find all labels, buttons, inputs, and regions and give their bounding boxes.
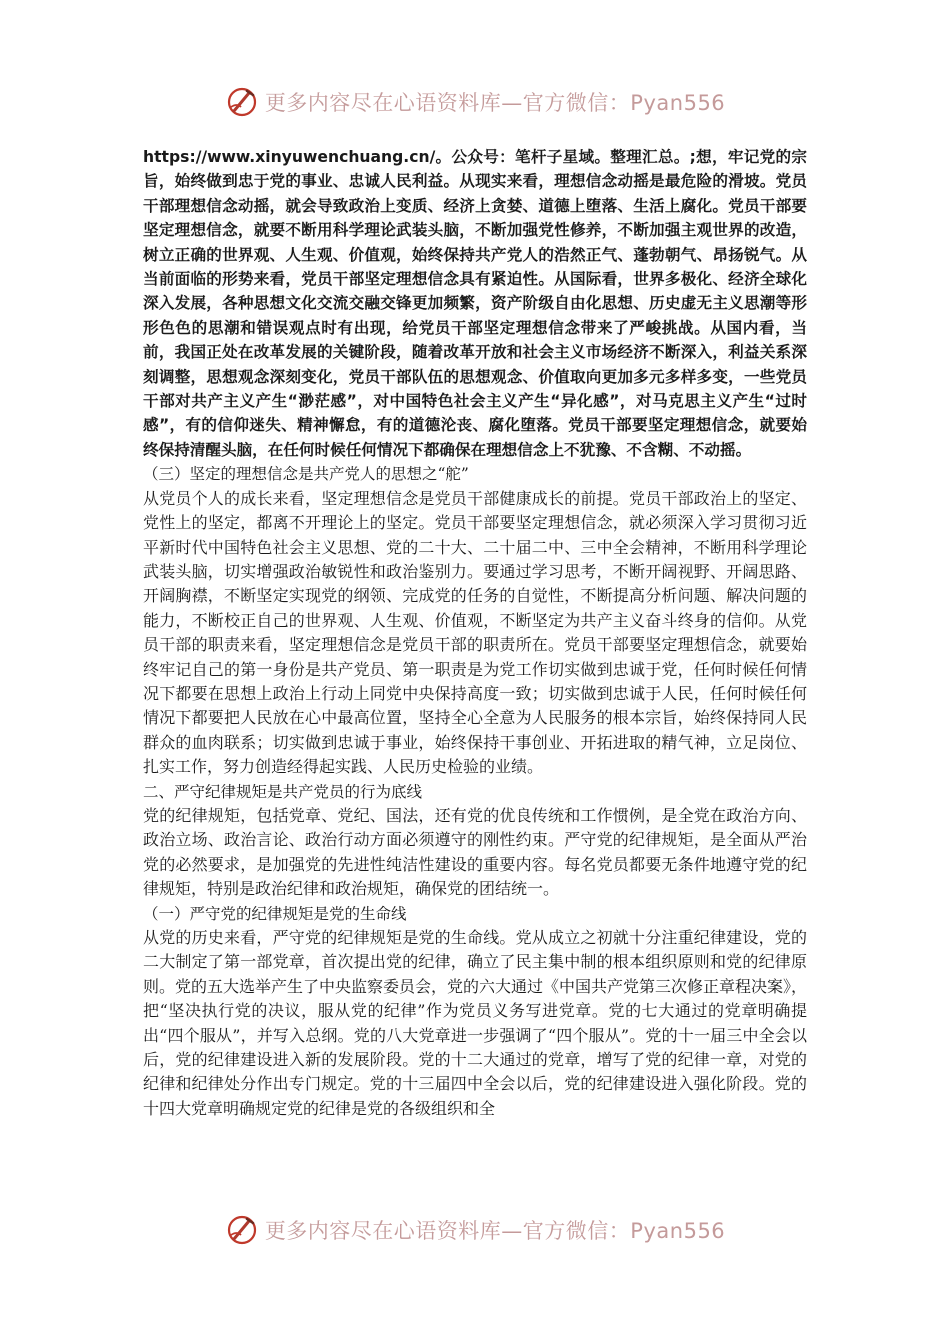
section-heading-3: （三）坚定的理想信念是共产党人的思想之“舵” bbox=[143, 465, 469, 484]
header-banner bbox=[0, 80, 950, 124]
section-heading-two: 二、严守纪律规矩是共产党员的行为底线 bbox=[143, 782, 423, 801]
document-body bbox=[143, 145, 807, 1121]
pen-circle-logo-icon bbox=[225, 85, 259, 119]
paragraph-2: 从党员个人的成长来看，坚定理想信念是党员干部健康成长的前提。党员干部政治上的坚定、党性上的坚定，都离不开理论上的坚定。党员干部要坚定理想信念，就必须深入学习贯彻习近平新时代中国特色社会主义思想、党的二十大、二十届二中、三中全会精神，不断用科学理论武装头脑，切实增强政治敏锐性和政治鉴别力。要通过学习思考，不断开阔视野、开阔思路、开阔胸襟，不断坚定实现党的纲领、完成党的任务的自觉性，不断提高分析问题、解决问题的能力，不断校正自己的世界观、人生观、价值观，不断坚定为共产主义奋斗终身的信仰。从党员干部的职责来看，坚定理想信念是党员干部的职责所在。党员干部要坚定理想信念，就要始终牢记自己的第一身份是共产党员、第一职责是为党工作切实做到忠诚于党，任何时候任何情况下都要在思想上政治上行动上同党中央保持高度一致；切实做到忠诚于人民，任何时候任何情况下都要把人民放在心中最高位置，坚持全心全意为人民服务的根本宗旨，始终保持同人民群众的血肉联系；切实做到忠诚于事业，始终保持干事创业、开拓进取的精气神，立足岗位、扎实工作，努力创造经得起实践、人民历史检验的业绩。 bbox=[143, 488, 807, 777]
section-heading-1: （一）严守党的纪律规矩是党的生命线 bbox=[143, 904, 407, 923]
footer-banner bbox=[0, 1208, 950, 1252]
footer-banner-text: 更多内容尽在心语资料库—官方微信：Pyan556 bbox=[264, 1219, 726, 1243]
paragraph-3: 党的纪律规矩，包括党章、党纪、国法，还有党的优良传统和工作惯例，是全党在政治方向、政治立场、政治言论、政治行动方面必须遵守的刚性约束。严守党的纪律规矩，是全面从严治党的必然要求，是加强党的先进性纯洁性建设的重要内容。每名党员都要无条件地遵守党的纪律规矩，特别是政治纪律和政治规矩，确保党的团结统一。 bbox=[143, 805, 807, 899]
header-banner-text: 更多内容尽在心语资料库—官方微信：Pyan556 bbox=[264, 91, 726, 115]
paragraph-1: https://www.xinyuwenchuang.cn/。公众号：笔杆子星域。整理汇总。;想，牢记党的宗旨，始终做到忠于党的事业、忠诚人民利益。从现实来看，理想信念动摇是最危险的滑坡。党员干部理想信念动摇，就会导致政治上变质、经济上贪婪、道德上堕落、生活上腐化。党员干部要坚定理想信念，就要不断用科学理论武装头脑，不断加强党性修养，不断加强主观世界的改造，树立正确的世界观、人生观、价值观，始终保持共产党人的浩然正气、蓬勃朝气、昂扬锐气。从当前面临的形势来看，党员干部坚定理想信念具有紧迫性。从国际看，世界多极化、经济全球化深入发展，各种思想文化交流交融交锋更加频繁，资产阶级自由化思想、历史虚无主义思潮等形形色色的思潮和错误观点时有出现，给党员干部坚定理想信念带来了严峻挑战。从国内看，当前，我国正处在改革发展的关键阶段，随着改革开放和社会主义市场经济不断深入，利益关系深刻调整，思想观念深刻变化，党员干部队伍的思想观念、价值取向更加多元多样多变，一些党员干部对共产主义产生“渺茫感”，对中国特色社会主义产生“异化感”，对马克思主义产生“过时感”，有的信仰迷失、精神懈怠，有的道德沦丧、腐化堕落。党员干部要坚定理想信念，就要始终保持清醒头脑，在任何时候任何情况下都确保在理想信念上不犹豫、不含糊、不动摇。 bbox=[143, 148, 807, 459]
paragraph-4: 从党的历史来看，严守党的纪律规矩是党的生命线。党从成立之初就十分注重纪律建设，党的二大制定了第一部党章，首次提出党的纪律，确立了民主集中制的根本组织原则和党的纪律原则。党的五大选举产生了中央监察委员会，党的六大通过《中国共产党第三次修正章程决案》，把“坚决执行党的决议，服从党的纪律”作为党员义务写进党章。党的七大通过的党章明确提出“四个服从”，并写入总纲。党的八大党章进一步强调了“四个服从”。党的十一届三中全会以后，党的纪律建设进入新的发展阶段。党的十二大通过的党章，增写了党的纪律一章，对党的纪律和纪律处分作出专门规定。党的十三届四中全会以后，党的纪律建设进入强化阶段。党的十四大党章明确规定党的纪律是党的各级组织和全 bbox=[143, 928, 808, 1118]
pen-circle-logo-icon bbox=[225, 1213, 259, 1247]
